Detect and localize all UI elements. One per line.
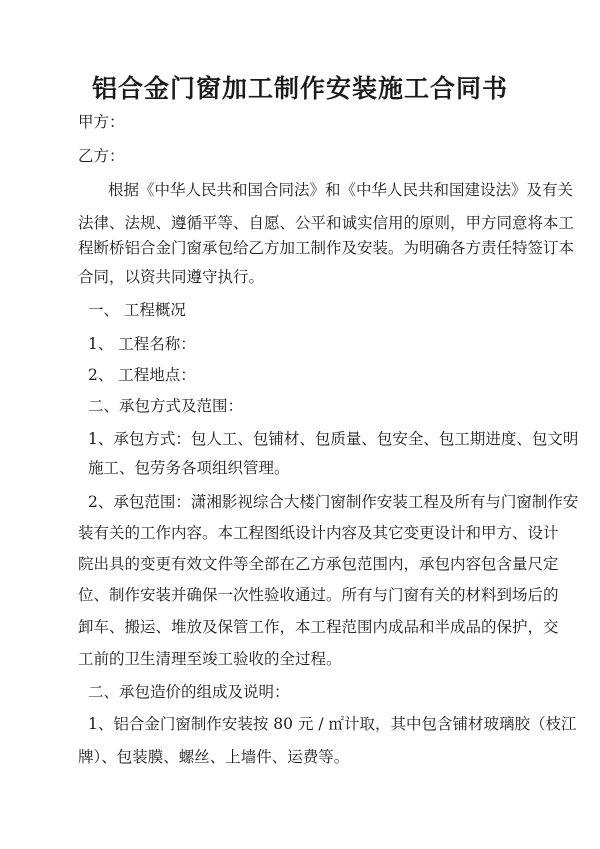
document-title: 铝合金门窗加工制作安装施工合同书: [91, 74, 508, 103]
paragraph-line: 程断桥铝合金门窗承包给乙方加工制作及安装。为明确各方责任特签订本: [78, 239, 575, 257]
paragraph-line: 位、制作安装并确保一次性验收通过。所有与门窗有关的材料到场后的: [78, 586, 559, 604]
paragraph-line: 1、承包方式：包人工、包铺材、包质量、包安全、包工期进度、包文明: [88, 430, 579, 448]
paragraph-line: 1、铝合金门窗制作安装按 80 元 / ㎡计取，其中包含铺材玻璃胶（枝江: [88, 715, 577, 733]
party-a-line: 甲方：: [78, 113, 125, 131]
list-item: 1、 工程名称：: [88, 335, 196, 353]
paragraph-line: 根据《中华人民共和国合同法》和《中华人民共和国建设法》及有关: [108, 181, 574, 199]
paragraph-line: 院出具的变更有效文件等全部在乙方承包范围内，承包内容包含量尺定: [78, 555, 559, 573]
paragraph-line: 卸车、搬运、堆放及保管工作，本工程范围内成品和半成品的保护，交: [78, 618, 559, 636]
paragraph-line: 施工、包劳务各项组织管理。: [88, 459, 290, 477]
paragraph-line: 2、承包范围：潇湘影视综合大楼门窗制作安装工程及所有与门窗制作安: [88, 493, 579, 511]
section-heading: 一、 工程概况: [88, 301, 186, 319]
paragraph-line: 工前的卫生清理至竣工验收的全过程。: [78, 650, 342, 668]
list-item: 2、 工程地点：: [88, 366, 196, 384]
section-heading: 二、承包造价的组成及说明：: [88, 683, 290, 701]
section-heading: 二、承包方式及范围：: [88, 397, 244, 415]
paragraph-line: 牌）、包装膜、螺丝、上墙件、运费等。: [78, 748, 350, 766]
party-b-line: 乙方：: [78, 147, 125, 165]
paragraph-line: 法律、法规、遵循平等、自愿、公平和诚实信用的原则，甲方同意将本工: [78, 214, 575, 232]
paragraph-line: 合同，以资共同遵守执行。: [78, 268, 265, 286]
paragraph-line: 装有关的工作内容。本工程图纸设计内容及其它变更设计和甲方、设计: [78, 524, 559, 542]
